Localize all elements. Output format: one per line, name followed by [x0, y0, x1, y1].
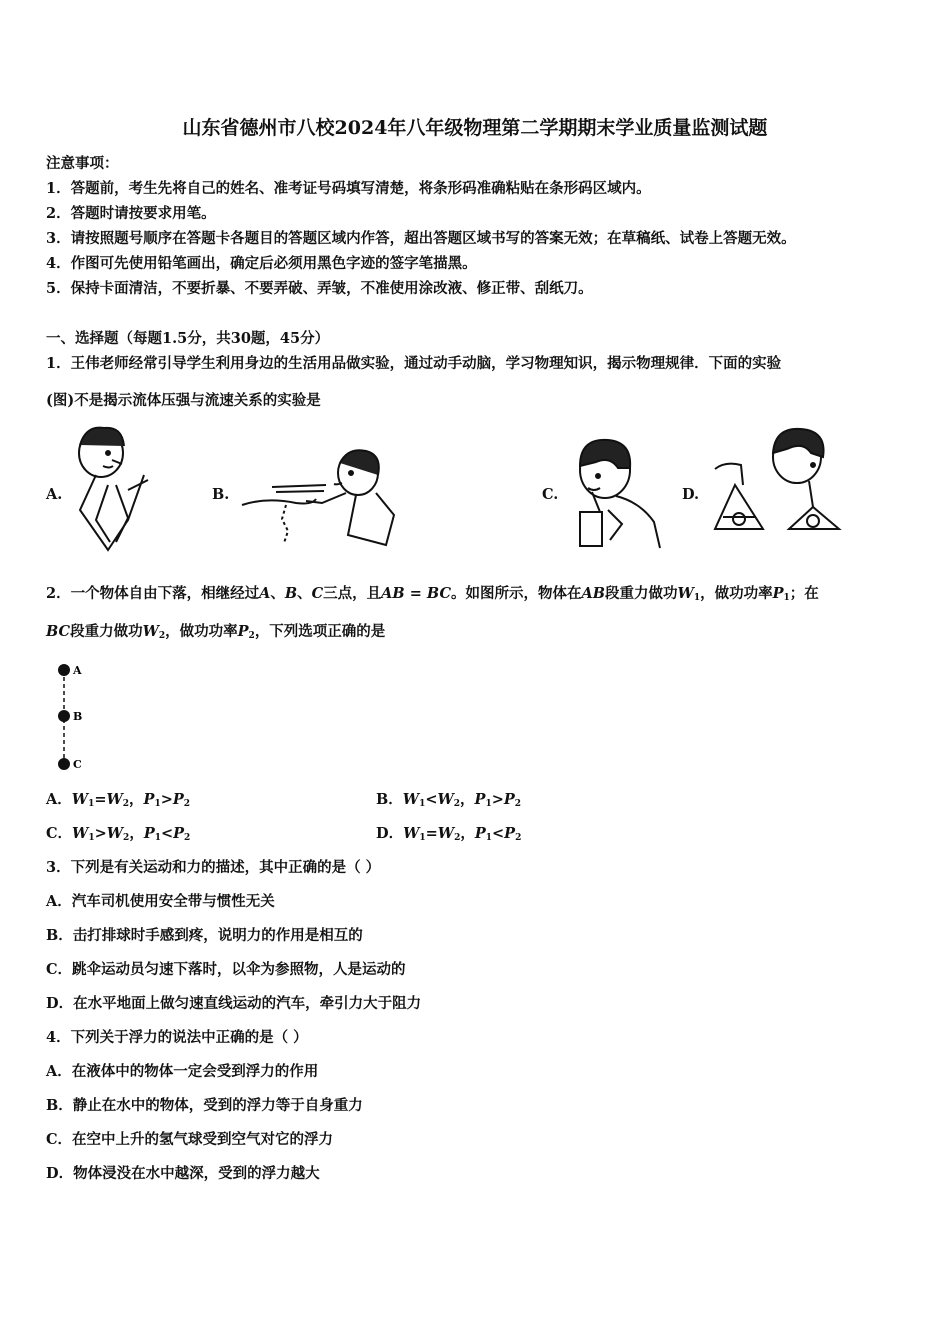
figure-c-illustration [570, 432, 665, 550]
q4-option-b[interactable]: B．静止在水中的物体，受到的浮力等于自身重力 [46, 1097, 363, 1114]
note-item: 2．答题时请按要求用笔。 [46, 205, 216, 222]
point-c-marker [58, 758, 70, 770]
figure-a-illustration [68, 420, 158, 555]
point-b-marker [58, 710, 70, 722]
point-a-marker [58, 664, 70, 676]
q1-option-b-label: B. [212, 486, 230, 503]
q2-stem-line1: 2．一个物体自由下落，相继经过A、B、C三点，且AB = BC。如图所示，物体在AB段重力做功$W_1$，做功功率$P_1$；在 [46, 585, 819, 603]
q4-option-a[interactable]: A．在液体中的物体一定会受到浮力的作用 [46, 1063, 319, 1080]
point-b-label: B [73, 710, 83, 723]
q1-option-a-label: A. [46, 486, 63, 503]
note-item: 4．作图可先使用铅笔画出，确定后必须用黑色字迹的签字笔描黑。 [46, 255, 477, 272]
section-heading: 一、选择题（每题1.5分，共30题，45分） [46, 330, 330, 347]
figure-b-illustration [236, 445, 396, 550]
q1-option-d-label: D. [682, 486, 700, 503]
q3-option-c[interactable]: C．跳伞运动员匀速下落时，以伞为参照物，人是运动的 [46, 961, 406, 978]
figure-d-illustration [705, 425, 885, 545]
page-title: 山东省德州市八校2024年八年级物理第二学期期末学业质量监测试题 [182, 117, 768, 139]
q4-stem: 4．下列关于浮力的说法中正确的是（ ） [46, 1029, 308, 1046]
note-item: 5．保持卡面清洁，不要折暴、不要弄破、弄皱，不准使用涂改液、修正带、刮纸刀。 [46, 280, 593, 297]
q2-option-c[interactable]: C．$W_1>W_2$，$P_1<P_2$ [46, 825, 191, 843]
q3-option-b[interactable]: B．击打排球时手感到疼，说明力的作用是相互的 [46, 927, 363, 944]
q2-option-d[interactable]: D．$W_1=W_2$，$P_1<P_2$ [376, 825, 522, 843]
q2-fall-diagram [55, 660, 95, 775]
q2-option-a[interactable]: A．$W_1=W_2$，$P_1>P_2$ [46, 791, 191, 809]
note-item: 1．答题前，考生先将自己的姓名、准考证号码填写清楚，将条形码准确粘贴在条形码区域内。 [46, 180, 651, 197]
notes-heading: 注意事项： [46, 155, 119, 172]
q2-stem-line2: BC段重力做功$W_2$，做功功率$P_2$，下列选项正确的是 [46, 623, 386, 641]
q3-option-a[interactable]: A．汽车司机使用安全带与惯性无关 [46, 893, 275, 910]
point-c-label: C [73, 758, 82, 771]
q3-option-d[interactable]: D．在水平地面上做匀速直线运动的汽车，牵引力大于阻力 [46, 995, 422, 1012]
q1-option-c-label: C. [542, 486, 559, 503]
q1-stem-line2: (图)不是揭示流体压强与流速关系的实验是 [46, 392, 321, 409]
q1-stem-line1: 1．王伟老师经常引导学生利用身边的生活用品做实验，通过动手动脑，学习物理知识，揭示物理规律．下面的实验 [46, 355, 782, 372]
q4-option-c[interactable]: C．在空中上升的氢气球受到空气对它的浮力 [46, 1131, 334, 1148]
q3-stem: 3．下列是有关运动和力的描述，其中正确的是（ ） [46, 859, 381, 876]
point-a-label: A [73, 664, 82, 677]
q2-option-b[interactable]: B．$W_1<W_2$，$P_1>P_2$ [376, 791, 522, 809]
q4-option-d[interactable]: D．物体浸没在水中越深，受到的浮力越大 [46, 1165, 320, 1182]
note-item: 3．请按照题号顺序在答题卡各题目的答题区域内作答，超出答题区域书写的答案无效；在草稿纸、试卷上答题无效。 [46, 230, 796, 247]
